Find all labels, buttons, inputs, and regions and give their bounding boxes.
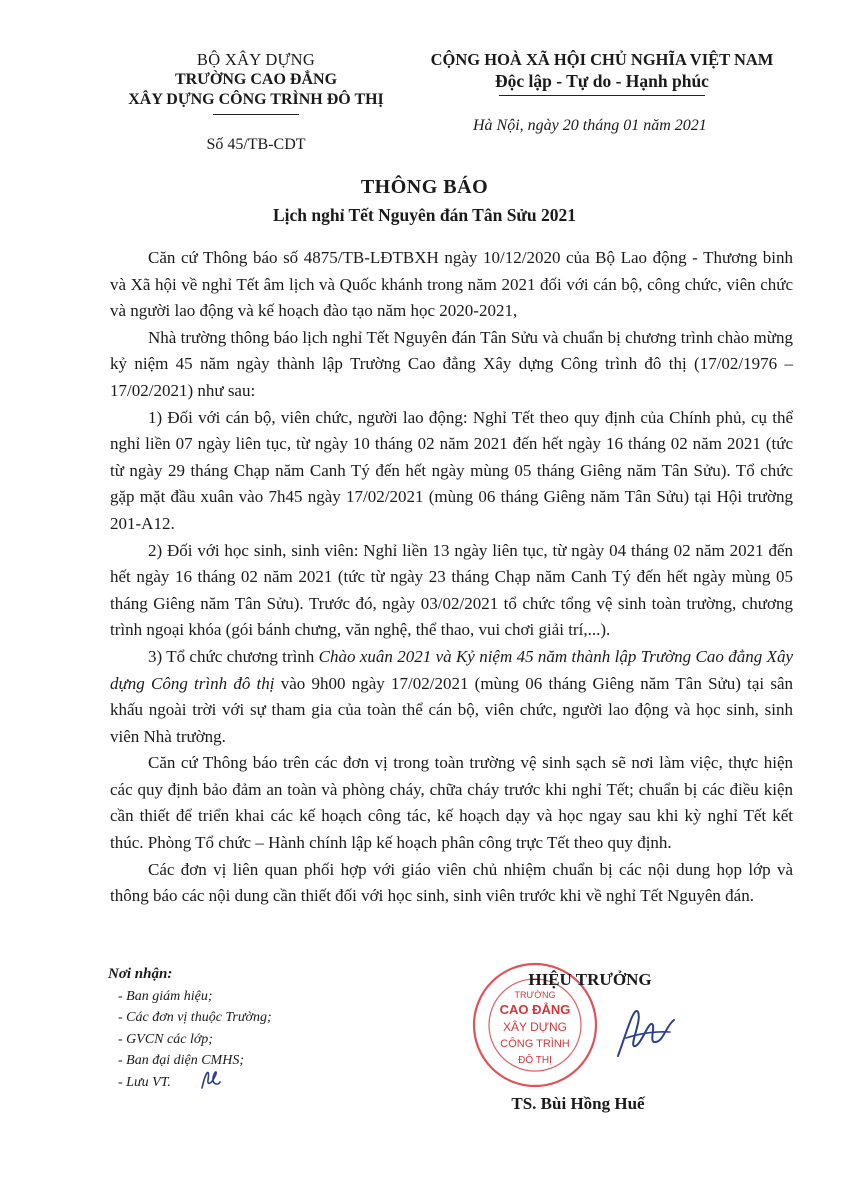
document-number: Số 45/TB-CDT <box>206 136 306 153</box>
seal-line-2: CAO ĐẲNG <box>499 1002 571 1017</box>
paragraph-announcement: Nhà trường thông báo lịch nghỉ Tết Nguyên đán Tân Sửu và chuẩn bị chương trình chào mừng kỷ niệm 45 năm ngày thành lập Trường Cao đẳng Xây dựng Công trình đô thị (17/02/1976 – 17/02/2021) như sau: <box>110 327 793 400</box>
school-name-line2: XÂY DỰNG CÔNG TRÌNH ĐÔ THỊ <box>128 91 384 108</box>
paragraph-student-schedule: 2) Đối với học sinh, sinh viên: Nghỉ liền 13 ngày liên tục, từ ngày 04 tháng 02 năm 2021 đến hết ngày 16 tháng 02 năm 2021 (tức từ ngày 23 tháng Chạp năm Canh Tý đến hết ngày mùng 05 tháng Giêng năm Tân Sửu). Trước đó, ngày 03/02/2021 tổ chức tổng vệ sinh toàn trường, chương trình ngoại khóa (gói bánh chưng, văn nghệ, thể thao, vui chơi giải trí,...). <box>110 540 793 640</box>
document-body <box>110 245 793 910</box>
recipient-item: - Ban đại diện CMHS; <box>108 1050 408 1072</box>
seal-line-5: ĐÔ THỊ <box>518 1055 552 1066</box>
paragraph-legal-basis: Căn cứ Thông báo số 4875/TB-LĐTBXH ngày 10/12/2020 của Bộ Lao động - Thương binh và Xã hội về nghỉ Tết âm lịch và Quốc khánh trong năm 2021 đối với cán bộ, công chức, viên chức và người lao động và kế hoạch đào tạo năm học 2020-2021, <box>110 248 793 321</box>
paragraph-staff-schedule: 1) Đối với cán bộ, viên chức, người lao động: Nghỉ Tết theo quy định của Chính phủ, cụ thể nghỉ liền 07 ngày liên tục, từ ngày 10 tháng 02 năm 2021 đến hết ngày 16 tháng 02 năm 2021 (tức từ ngày 29 tháng Chạp năm Canh Tý đến hết ngày mùng 05 tháng Giêng năm Tân Sửu). Tổ chức gặp mặt đầu xuân vào 7h45 ngày 17/02/2021 (mùng 06 tháng Giêng năm Tân Sửu) tại Hội trường 201-A12. <box>110 407 793 533</box>
seal-line-1: TRƯỜNG <box>514 990 556 1000</box>
celebration-program-name: Chào xuân 2021 và Kỷ niệm 45 năm thành lập Trường Cao đẳng Xây dựng Công trình đô thị <box>110 646 793 693</box>
recipients-block <box>108 964 408 1093</box>
recipients-title: Nơi nhận: <box>108 966 173 982</box>
handwritten-signature-icon <box>612 998 682 1068</box>
header-left-divider <box>213 114 299 115</box>
signer-position: HIỆU TRƯỞNG <box>528 970 652 989</box>
school-name-line1: TRƯỜNG CAO ĐẲNG <box>174 71 338 88</box>
document-subtitle: Lịch nghỉ Tết Nguyên đán Tân Sửu 2021 <box>272 205 577 225</box>
national-header-block <box>414 50 790 135</box>
national-title: CỘNG HOÀ XÃ HỘI CHỦ NGHĨA VIỆT NAM <box>430 50 774 69</box>
issuing-authority-block <box>108 50 404 154</box>
signer-name: TS. Bùi Hồng Huế <box>511 1094 645 1113</box>
celebration-tail: vào 9h00 ngày 17/02/2021 (mùng 06 tháng Giêng năm Tân Sửu) tại sân khấu ngoài trời với sự tham gia của toàn thể cán bộ, viên chức, người lao động và học sinh, sinh viên Nhà trường. <box>110 673 794 746</box>
header-right-divider <box>499 95 705 96</box>
seal-line-3: XÂY DỰNG <box>502 1020 568 1034</box>
national-motto: Độc lập - Tự do - Hạnh phúc <box>495 71 709 91</box>
place-and-date: Hà Nội, ngày 20 tháng 01 năm 2021 <box>473 117 707 134</box>
paragraph-preparation: Căn cứ Thông báo trên các đơn vị trong toàn trường vệ sinh sạch sẽ nơi làm việc, thực hiện các quy định bảo đảm an toàn và phòng cháy, chữa cháy trước khi nghỉ Tết; chuẩn bị các điều kiện cần thiết để triển khai các kế hoạch công tác, kế hoạch dạy và học ngay sau khi kỳ nghỉ Tết kết thúc. Phòng Tổ chức – Hành chính lập kế hoạch phân công trực Tết theo quy định. <box>110 753 793 853</box>
paragraph-coordination: Các đơn vị liên quan phối hợp với giáo viên chủ nhiệm chuẩn bị các nội dung họp lớp và thông báo các nội dung cần thiết đối với học sinh, sinh viên trước khi về nghỉ Tết Nguyên đán. <box>110 859 793 906</box>
paragraph-celebration <box>110 644 793 750</box>
celebration-lead: 3) Tổ chức chương trình <box>148 646 319 666</box>
recipient-item: - GVCN các lớp; <box>108 1029 408 1051</box>
recipient-item: - Lưu VT. <box>108 1072 408 1094</box>
handwritten-initials-icon <box>198 1066 222 1092</box>
recipient-item: - Các đơn vị thuộc Trường; <box>108 1007 408 1029</box>
seal-line-4: CÔNG TRÌNH <box>500 1038 570 1050</box>
ministry-name: BỘ XÂY DỰNG <box>196 50 316 69</box>
recipient-item: - Ban giám hiệu; <box>108 986 408 1008</box>
document-title: THÔNG BÁO <box>360 176 489 198</box>
